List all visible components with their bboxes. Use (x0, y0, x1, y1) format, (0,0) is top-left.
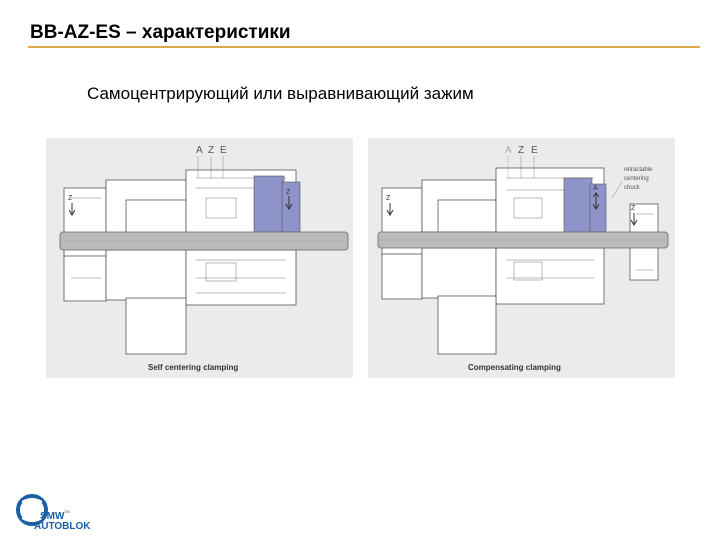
smw-autoblok-logo (16, 492, 116, 532)
housing-block-lower (106, 250, 186, 300)
base-plate (126, 298, 186, 354)
z-label-left: Z (68, 195, 73, 202)
marker-e: E (220, 145, 227, 156)
title-divider (28, 46, 700, 48)
clamp-highlight (564, 178, 592, 236)
marker-a: A (196, 145, 203, 156)
housing-block-lower (422, 248, 496, 298)
note-line-1: retractable (624, 167, 653, 173)
logo-text-autoblok: AUTOBLOK (34, 521, 91, 532)
note-line-3: chuck (624, 185, 640, 191)
slide-subtitle: Самоцентрирующий или выравнивающий зажим (87, 84, 474, 103)
compensating-diagram (368, 138, 675, 378)
figure-self-centering (46, 138, 353, 378)
slide-title: BB-AZ-ES – характеристики (30, 22, 291, 43)
clamp-block-upper (126, 200, 186, 234)
z-label-left: Z (386, 195, 391, 202)
figure-compensating (368, 138, 675, 378)
caption-self-centering: Self centering clamping (148, 363, 239, 372)
a-label: A (593, 185, 598, 192)
marker-a: A (505, 145, 512, 156)
caption-compensating: Compensating clamping (468, 363, 561, 372)
marker-z: Z (208, 145, 215, 156)
left-housing-lower (382, 254, 422, 299)
z-label-right: Z (286, 189, 291, 196)
marker-e: E (531, 145, 538, 156)
note-line-2: centering (624, 176, 649, 182)
chuck-body-lower (186, 250, 296, 305)
marker-z: Z (518, 145, 525, 156)
chuck-body-lower (496, 248, 604, 304)
z-label-chuck: Z (631, 205, 636, 212)
logo-tm: TM (64, 509, 70, 514)
self-centering-diagram (46, 138, 353, 378)
clamp-highlight (254, 176, 284, 236)
left-housing-lower (64, 256, 106, 301)
logo-text-smw: SMW (40, 511, 65, 522)
clamp-block-upper (438, 200, 496, 232)
base-plate (438, 296, 496, 354)
